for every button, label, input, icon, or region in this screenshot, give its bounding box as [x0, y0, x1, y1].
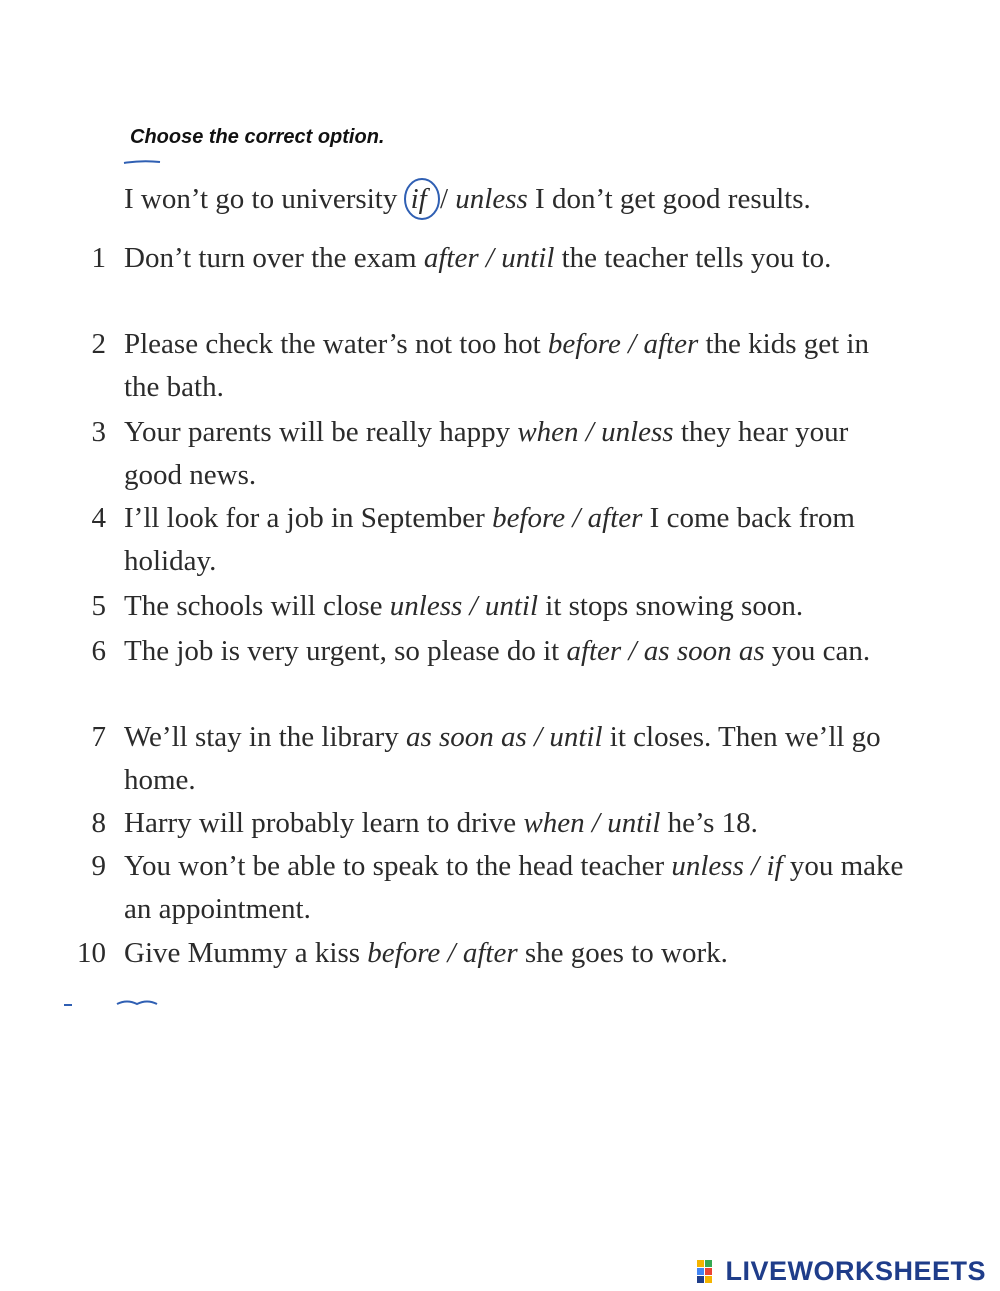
item-sentence: [124, 932, 904, 975]
item-sentence: [124, 411, 904, 497]
example-other-option: unless: [455, 183, 528, 215]
item-option-b[interactable]: until: [549, 721, 603, 753]
item-option-a[interactable]: unless: [389, 590, 463, 622]
liveworksheets-logo: [697, 1256, 986, 1287]
item-number: 4: [91, 502, 106, 534]
item-sentence: [124, 716, 904, 802]
item-option-b[interactable]: until: [484, 590, 539, 622]
item-option-separator: /: [526, 721, 550, 753]
item-text-after: the kids get in the bath.: [124, 328, 869, 403]
item-option-separator: /: [565, 502, 588, 534]
item-text-before: Your parents will be really happy: [124, 416, 518, 448]
item-option-separator: /: [621, 635, 644, 667]
item-text-before: Don’t turn over the exam: [124, 242, 424, 274]
item-option-a[interactable]: when: [517, 416, 579, 448]
item-option-separator: /: [584, 807, 608, 839]
example-text-before: I won’t go to university: [124, 183, 405, 215]
item-option-b[interactable]: until: [501, 242, 555, 274]
item-number: 7: [91, 721, 106, 753]
example-sentence: [124, 183, 811, 216]
item-option-b[interactable]: unless: [601, 416, 674, 448]
item-option-separator: /: [440, 937, 463, 969]
item-sentence: [124, 802, 904, 845]
item-number: 6: [91, 635, 106, 667]
item-option-a[interactable]: before: [367, 937, 441, 969]
item-sentence: [124, 585, 904, 628]
example-circled-answer: if: [405, 183, 433, 216]
item-option-b[interactable]: after: [643, 328, 699, 360]
item-text-after: I come back from holiday.: [124, 502, 855, 577]
item-text-after: they hear your good news.: [124, 416, 849, 491]
liveworksheets-logo-icon: [697, 1260, 721, 1284]
item-option-a[interactable]: before: [492, 502, 566, 534]
item-sentence: [124, 237, 904, 280]
logo-text: LIVEWORKSHEETS: [725, 1256, 986, 1286]
item-option-b[interactable]: after: [587, 502, 643, 534]
example-separator: /: [432, 183, 456, 215]
item-text-before: The job is very urgent, so please do it: [124, 635, 567, 667]
item-option-separator: /: [743, 850, 767, 882]
item-option-a[interactable]: when: [523, 807, 585, 839]
item-option-separator: /: [578, 416, 602, 448]
item-sentence: [124, 845, 904, 931]
item-text-before: We’ll stay in the library: [124, 721, 406, 753]
item-text-before: Harry will probably learn to drive: [124, 807, 524, 839]
item-number: 8: [91, 807, 106, 839]
item-option-separator: /: [620, 328, 644, 360]
item-option-separator: /: [478, 242, 502, 274]
item-text-after: the teacher tells you to.: [554, 242, 832, 274]
item-option-a[interactable]: unless: [671, 850, 744, 882]
item-option-b[interactable]: after: [462, 937, 518, 969]
item-text-after: it stops snowing soon.: [538, 590, 804, 622]
item-text-after: she goes to work.: [517, 937, 728, 969]
item-number: 5: [91, 590, 106, 622]
item-number: 3: [91, 416, 106, 448]
item-number: 9: [91, 850, 106, 882]
item-option-separator: /: [462, 590, 485, 622]
item-text-before: You won’t be able to speak to the head teacher: [124, 850, 672, 882]
item-text-after: you can.: [764, 635, 871, 667]
item-option-a[interactable]: after: [566, 635, 622, 667]
item-text-before: Please check the water’s not too hot: [124, 328, 548, 360]
item-number: 10: [77, 937, 106, 969]
item-option-a[interactable]: as soon as: [405, 721, 527, 753]
item-number: 2: [91, 328, 106, 360]
item-option-b[interactable]: as soon as: [643, 635, 765, 667]
item-number: 1: [91, 242, 106, 274]
item-sentence: [124, 630, 904, 673]
item-option-a[interactable]: after: [423, 242, 479, 274]
item-text-before: Give Mummy a kiss: [124, 937, 368, 969]
item-option-b[interactable]: if: [766, 850, 783, 882]
item-sentence: [124, 497, 904, 583]
decorative-blue-marks: [62, 995, 162, 1007]
item-option-a[interactable]: before: [547, 328, 621, 360]
item-text-before: I’ll look for a job in September: [124, 502, 493, 534]
item-text-before: The schools will close: [124, 590, 390, 622]
item-option-b[interactable]: until: [607, 807, 661, 839]
item-text-after: he’s 18.: [660, 807, 758, 839]
example-text-after: I don’t get good results.: [527, 183, 811, 215]
item-text-after: you make an appointment.: [124, 850, 904, 925]
decorative-blue-stroke: [122, 160, 162, 164]
item-sentence: [124, 323, 904, 409]
instruction-heading: Choose the correct option.: [130, 126, 385, 148]
circle-mark-icon: [401, 177, 443, 223]
item-text-after: it closes. Then we’ll go home.: [124, 721, 881, 796]
